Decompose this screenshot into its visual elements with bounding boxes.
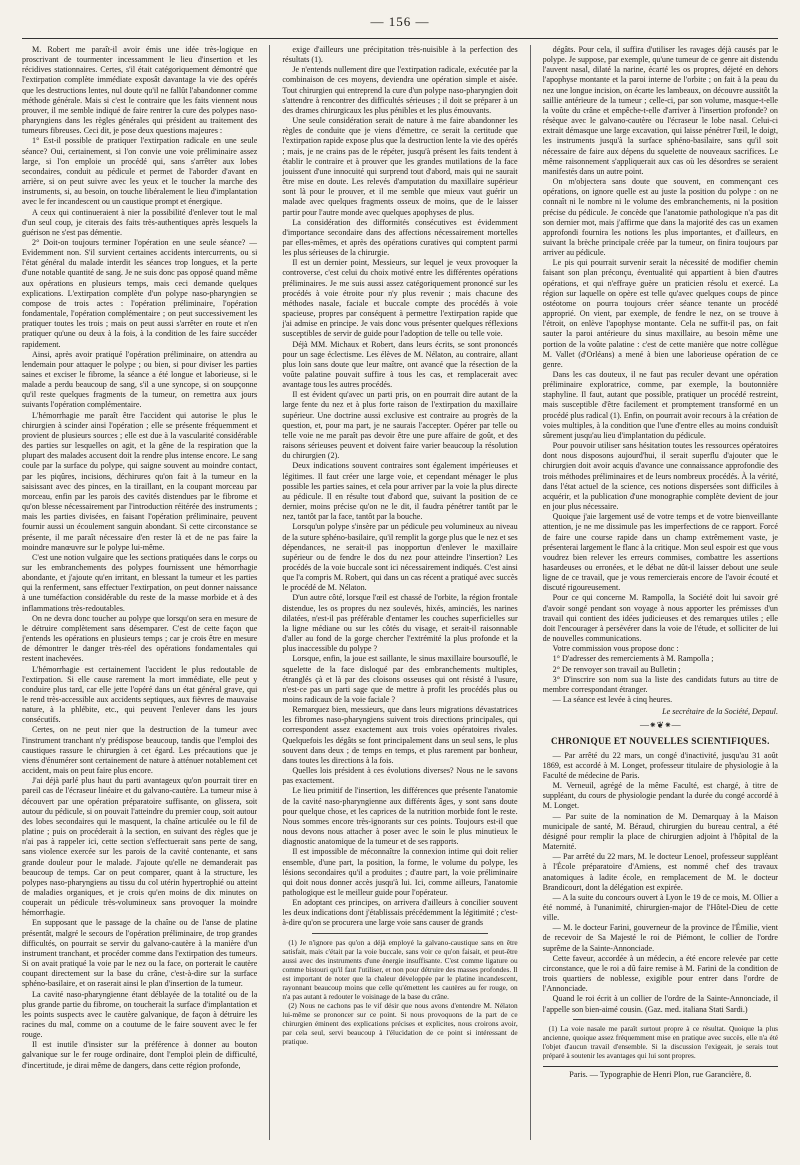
printer-imprint: Paris. — Typographie de Henri Plon, rue Garancière, 8.: [543, 1066, 778, 1080]
paragraph: En adoptant ces principes, on arrivera d'ailleurs à concilier souvent les deux indications dont j'établissais précédemment la légitimité ; c'est-à-dire qu'on se procurera une large voie sans causer de grands: [282, 898, 518, 928]
column-3-body: [543, 45, 778, 705]
paragraph: Le lieu primitif de l'insertion, les différences que présente l'anatomie de la cavité naso-pharyngienne aux différents âges, y sont sans doute pour quelque chose, et les caprices de la nutrition morbide font le reste. Nous sommes encore très-ignorants sur ces points. Toujours est-il que nous devons nous attacher à poser avec le soin le plus minutieux le diagnostic anatomique de la tumeur et de ses rapports.: [282, 786, 518, 847]
paragraph: Certes, on ne peut nier que la destruction de la tumeur avec l'instrument tranchant n'y prédispose beaucoup, tandis que l'emploi des caustiques rassure le chirurgien à cet égard. Les précautions que je viens d'énumérer sont certainement de nature à atténuer notablement cet accident, mais on peut faire plus encore.: [22, 725, 258, 776]
footnote: (1) Je n'ignore pas qu'on a déjà employé la galvano-caustique sans en être satisfait, mais c'était par la voie buccale, sans voir ce qu'on faisait, et peut-être aussi avec des instruments d'une énergie insuffisante. C'est comme ligature ou comme bistouri qu'il faut l'utiliser, et non pour détruire des masses profondes. Il est important de noter que la chaleur développée par le platine incandescent, rayonnant beaucoup moins que celle qu'émettent les cautères au fer rouge, on n'a pas autant à redouter le voisinage de la base du crâne.: [282, 937, 518, 1001]
news-item: — Par arrêté du 22 mars, M. le docteur Lenoel, professeur suppléant à l'École préparatoire d'Amiens, est nommé chef des travaux anatomiques à ladite école, en remplacement de M. le docteur Brandicourt, dont la délégation est expirée.: [542, 852, 778, 892]
paragraph: Quelles lois président à ces évolutions diverses? Nous ne le savons pas exactement.: [282, 766, 518, 786]
column-divider: [530, 45, 531, 1140]
paragraph: On ne devra donc toucher au polype que lorsqu'on sera en mesure de le détruire complètement sans désemparer. C'est de cette façon que j'entends les opérations en plusieurs temps ; car je crois être en mesure de démontrer le danger très-réel des opérations fondamentales qui restent inachevées.: [22, 613, 258, 664]
column-divider: [269, 45, 270, 1140]
paragraph: J'ai déjà parlé plus haut du parti avantageux qu'on pourrait tirer en pareil cas de l'écraseur linéaire et du galvano-cautère. La tumeur mise à découvert par une opération préparatoire suffisante, on glissera, soit autour du pédicule, si on pouvait l'atteindre du premier coup, soit autour des lobes secondaires qui le masquent, la chaîne articulée ou le fil de platine ; puis on procéderait à la section, en suivant des règles que je n'ai pas à rappeler ici, cette section s'effectuerait sans perte de sang, sans violence exercée sur les parois de la cavité contenante, et sans grande douleur pour le malade. J'ajoute qu'elle ne demanderait pas beaucoup de temps. Car on peut comparer, quant à la structure, les polypes naso-pharyngiens au tissu du col utérin hypertrophié ou atteint de maladies organiques, et je crois qu'en moins de dix minutes on couperait un pédicule très-volumineux sans provoquer la moindre hémorrhagie.: [22, 776, 258, 918]
news-item: — A la suite du concours ouvert à Lyon le 19 de ce mois, M. Ollier a été nommé, à l'unanimité, chirurgien-major de l'Hôtel-Dieu de cette ville.: [542, 892, 778, 923]
page-number: — 156 —: [370, 14, 430, 29]
paragraph: Déjà MM. Michaux et Robert, dans leurs écrits, se sont prononcés pour un sage éclectisme. Les élèves de M. Nélaton, au contraire, allant plus loin sans doute que leur maître, ont avancé que la résection de la voûte palatine pouvait suffire à tous les cas, et remplacerait avec avantage tous les autres procédés.: [282, 339, 518, 390]
news-item: — M. le docteur Farini, gouverneur de la province de l'Émilie, vient de recevoir de Sa Majesté le roi de Piémont, le collier de l'ordre suprême de la Sainte-Annonciade.: [542, 923, 778, 953]
paragraph: Je n'entends nullement dire que l'extirpation radicale, exécutée par la combinaison de ces moyens, deviendra une opération simple et aisée. Tout chirurgien qui entreprend la cure d'un polype naso-pharyngien doit s'attendre à rencontrer des difficultés sérieuses ; il doit se préparer à un des drames chirurgicaux les plus pénibles et les plus émouvants.: [282, 65, 518, 115]
paragraph: 1° Est-il possible de pratiquer l'extirpation radicale en une seule séance? Oui, certainement, si l'on convie une voie préliminaire assez large, si l'on emploie un procédé qui, sans s'arrêter aux lobes secondaires, conduit au pédicule et permet de l'aborder d'avant en arrière, si on peut suivre avec les yeux et le toucher la marche des instruments, si, au besoin, on touche libéralement le lieu d'implantation avec le fer incandescent ou un caustique prompt et énergique.: [22, 136, 258, 207]
paragraph: Le pis qui pourrait survenir serait la nécessité de modifier chemin faisant son plan préconçu, éventualité qui appartient à bien d'autres opérations, et qui n'effraye guère un praticien résolu et exercé. La région sur laquelle on opère est telle qu'avec quelques coups de pince ostéotome on pourra toujours créer séance tenante un procédé approprié. On vient, par exemple, de fendre le nez, on se trouve à l'étroit, on enlève l'apophyse montante. Cela ne suffit-il pas, on fait sauter la paroi antérieure du sinus maxillaire, au besoin même une portion de la voûte palatine : c'est de cette manière que notre collègue M. Vallet (d'Orléans) a mené à bien une laborieuse opération de ce genre.: [542, 258, 778, 369]
paragraph: La considération des difformités consécutives est évidemment d'importance secondaire dans des affections nécessairement mortelles par elles-mêmes, et après des opérations curatives qui comptent parmi les plus sérieuses de la chirurgie.: [282, 217, 518, 258]
text-columns: [22, 45, 778, 1140]
paragraph: Deux indications souvent contraires sont également impérieuses et légitimes. Il faut créer une large voie, et cependant ménager le plus possible les parties saines, et cela pour arriver par la voie la plus directe au pédicule. Il en résulte tout d'abord que, suivant la position de ce dernier, moins précise qu'on ne le dit, il faudra pénétrer tantôt par le nez, tantôt par la face, tantôt par la bouche.: [282, 461, 518, 522]
paragraph: Il est impossible de méconnaître la connexion intime qui doit relier ensemble, d'une part, la position, la forme, le volume du polype, les lésions secondaires qu'il a produites ; d'autre part, la voie préliminaire qui doit nous donner accès jusqu'à lui. Ici, comme ailleurs, l'anatomie pathologique est le meilleur guide pour l'opérateur.: [282, 847, 518, 897]
footnote-rule: [573, 1019, 748, 1020]
paragraph: L'hémorrhagie me paraît être l'accident qui autorise le plus le chirurgien à scinder ainsi l'opération ; elle se présente fréquemment et provient de plusieurs sources ; elle est due à la vascularité considérable des parties sur lesquelles on agit, et la gêne de la respiration que la plupart des malades accusent doit la rendre plus intense encore. Le sang coule par la surface du polype, qui saigne souvent au moindre contact, par les piqûres, incisions, déchirures qu'on fait à la tumeur en la saisissant avec des pinces, en la tiraillant, en la coupant morceau par morceau, enfin par les parois des cavités distendues par le fibrome et qu'on blesse nécessairement par l'introduction réitérée des instruments ; mais les parties divisées, en faisant l'opération préliminaire, peuvent fournir aussi un écoulement sanguin abondant. Si cette circonstance se présente, il me paraît nécessaire d'en rester là et de ne pas faire la moindre manœuvre sur le polype lui-même.: [22, 410, 258, 552]
paragraph: L'hémorrhagie est certainement l'accident le plus redoutable de l'extirpation. Si elle cause rarement la mort immédiate, elle peut y conduire plus tard, car elle jette l'opéré dans un état général grave, qui le rend très-accessible aux accidents septiques, aux fièvres de mauvaise nature, à la phlébite, etc., qui peuvent l'enlever dans les jours consécutifs.: [22, 664, 258, 725]
paragraph: Lorsqu'un polype s'insère par un pédicule peu volumineux au niveau de la suture sphéno-basilaire, qu'il remplit la gorge plus que le nez et ses dépendances, ne serait-il pas inopportun d'enlever le maxillaire supérieur ou de fendre le dos du nez pour atteindre l'insertion? Les procédés de la voie buccale sont ici nécessairement indiqués. C'est ainsi que l'a compris M. Robert, qui dans un cas récent a pratiqué avec succès le procédé de M. Nélaton.: [282, 522, 518, 593]
paragraph: 2° Doit-on toujours terminer l'opération en une seule séance? — Evidemment non. S'il survient certaines accidents intercurrents, ou si l'état général du malade interdit les séances trop longues, et la perte d'une notable quantité de sang. Je ne suis donc pas opposé quand même aux opérations en plusieurs temps, mais ceci demande quelques explications. L'extirpation complète d'un polype naso-pharyngien se compose de trois actes : l'opération préliminaire, l'opération fondamentale, l'opération complémentaire ; on peut successivement les pratiquer toutes les trois ; mais on peut aussi s'arrêter en route et n'en pratiquer qu'une ou deux à la fois, à la condition de les faire succéder rapidement.: [22, 237, 258, 349]
paragraph: 1° D'adresser des remerciements à M. Rampolla ;: [552, 654, 714, 664]
paragraph: Quoique j'aie largement usé de votre temps et de votre bienveillante attention, je ne me dissimule pas les imperfections de ce rapport. Forcé de faire une course rapide dans un champ extrêmement vaste, je présenterai largement le flanc à la critique. Mon seul espoir est que vous voudrez bien relever les erreurs commises, combattre les assertions hasardeuses ou erronées, et le débat ne dût-il laisser debout une seule ligne de ce travail, que je vous remercierais encore de l'avoir écouté et discuté rigoureusement.: [542, 512, 778, 593]
paragraph: A ceux qui continueraient à nier la possibilité d'enlever tout le mal d'un seul coup, je citerais des faits très-authentiques après lesquels la guérison ne s'est pas démentie.: [22, 207, 258, 237]
column-3-footnotes: [543, 1024, 778, 1060]
news-item: Quand le roi écrit à un collier de l'ordre de la Sainte-Annonciade, il l'appelle son bien-aimé cousin. (Gaz. med. italiana Stati Sardi.): [542, 994, 778, 1014]
paragraph: Il est évident qu'avec un parti pris, on en pourrait dire autant de la large fente du nez et à plus forte raison de l'extirpation du maxillaire supérieur. Une doctrine aussi exclusive est contraire au progrès de la question, et, pour ma part, je ne saurais l'accepter. Opérer par telle ou telle voie ne me paraît pas devoir être une pure affaire de goût, et des raisons sérieuses peuvent et doivent faire varier beaucoup la résolution du chirurgien (2).: [282, 390, 518, 461]
column-2-body: [282, 45, 517, 929]
news-item: — Par arrêté du 22 mars, un congé d'inactivité, jusqu'au 31 août 1869, est accordé à M. Longet, professeur titulaire de physiologie à la Faculté de médecine de Paris.: [542, 750, 778, 780]
paragraph: M. Robert me paraît-il avoir émis une idée très-logique en proscrivant de tourmenter incessamment le lieu d'insertion et les récidives stationnaires. Certes, s'il était catégoriquement démontré que l'extirpation complète immédiate exposât davantage la vie des opérés que les destructions lentes, nul doute qu'il ne fallût l'abandonner comme méthode générale. Mais si c'est le contraire que les faits viennent nous prouver, il me semble indiqué de faire rentrer la cure des polypes naso-pharyngiens dans les règles générales qui président au traitement des tumeurs fibreuses. Ceci dit, je pose deux questions majeures :: [22, 45, 258, 136]
column-2-footnotes: [282, 938, 517, 1046]
paragraph: D'un autre côté, lorsque l'œil est chassé de l'orbite, la région frontale distendue, les os propres du nez soulevés, hixés, aminciés, les narines dilatées, n'est-il pas préférable d'entamer les couches superficielles sur la ligne médiane ou sur les côtés du visage, et serait-il raisonnable d'aller au fond de la gorge chercher l'extrémité la plus profonde et la plus inaccessible du polype ?: [282, 593, 518, 654]
news-item: Cette faveur, accordée à un médecin, a été encore relevée par cette circonstance, que le roi a dû faire remise à M. Farini de la condition de trois quartiers de noblesse, exigible pour entrer dans l'ordre de l'Annonciade.: [542, 953, 778, 994]
paragraph: Dans les cas douteux, il ne faut pas reculer devant une opération préliminaire exploratrice, comme, par exemple, la boutonnière staphyline. Il faut, autant que possible, pratiquer un procédé restreint, mais susceptible d'être facilement et promptement transformé en un procédé plus radical (1). Enfin, on pourrait avoir recours à la création de voies multiples, à la condition que l'une d'entre elles au moins conduisît sûrement jusqu'au lieu d'implantation du pédicule.: [542, 370, 778, 440]
paragraph: Pour ce qui concerne M. Rampolla, la Société doit lui savoir gré d'avoir songé pendant son voyage à nous apporter les prémisses d'un travail qui contient des idées judicieuses et des remarques utiles ; elle doit l'encourager à persévérer dans la voie de l'étude, et solliciter de lui de nouvelles communications.: [542, 593, 778, 644]
paragraph: Il est inutile d'insister sur la préférence à donner au bouton galvanique sur le fer rouge ordinaire, dont l'emploi plein de difficulté, d'incertitude, je dirai même de dangers, dans cette région profonde,: [22, 1040, 258, 1070]
paragraph: La cavité naso-pharyngienne étant déblayée de la totalité ou de la plus grande partie du fibrome, on toucherait la surface d'implantation et les points suspects avec le cautère galvanique, de façon à détruire les racines du mal, comme on a coutume de le faire souvent avec le fer rouge.: [22, 989, 258, 1040]
paragraph: dégâts. Pour cela, il suffira d'utiliser les ravages déjà causés par le polype. Je suppose, par exemple, qu'une tumeur de ce genre ait distendu l'auvent nasal, dilaté la narine, écarté les os propres, déjeté en dehors l'apophyse montante et la paroi interne de l'orbite ; on fait à la peau du nez une longue incision, on écarte les lambeaux, on découvre aussitôt la saillie antérieure de la tumeur ; celle-ci, par son volume, masque-t-elle la voûte du crâne et empêche-t-elle d'arriver à l'insertion profonde? on résèque avec le galvano-cautère ou l'écraseur le lobe nasal. Celui-ci extrait démasque une large excavation, qui laisse pénétrer l'œil, le doigt, les instruments jusqu'à la surface sphéno-basilaire, sans qu'il soit nécessaire de faire aux dépens du squelette de nouveaux sacrifices. Le même raisonnement s'appliquerait aux cas où les désordres se seraient manifestés dans un autre point.: [542, 45, 778, 176]
column-1: [22, 45, 257, 1140]
paragraph: Une seule considération serait de nature à me faire abandonner les règles de conduite que je viens d'émettre, ce serait la certitude que l'extirpation rapide expose plus que la destruction lente la vie des opérés ; mais, je ne crains pas de le répéter, jusqu'à présent les faits tendent à établir le contraire et à prouver que les grandes mutilations de la face jouissent d'une innocuité qui surprend tout d'abord, mais qui ne saurait être mise en doute. Les relevés d'amputation du maxillaire supérieur sont là pour le prouver, et il me semble que mieux vaut guérir un malade avec quelques fragments osseux de moins, que de le laisser partir pour l'autre monde avec quelques apophyses de plus.: [282, 116, 518, 217]
paragraph: exige d'ailleurs une précipitation très-nuisible à la perfection des résultats (1).: [282, 45, 518, 65]
paragraph: Ainsi, après avoir pratiqué l'opération préliminaire, on attendra au lendemain pour attaquer le polype ; ou bien, si pour diviser les parties saines et exciser le fibrome, la séance a été longue et laborieuse, si le malade a perdu beaucoup de sang, s'il a une syncope, si on soupçonne qu'il reste quelques fragments de la tumeur, on remettra aux jours suivants l'opération complémentaire.: [22, 349, 258, 410]
news-item: M. Verneuil, agrégé de la même Faculté, est chargé, à titre de suppléant, du cours de physiologie pendant la durée du congé accordé à M. Longet.: [542, 781, 778, 811]
paragraph: Pour pouvoir utiliser sans hésitation toutes les ressources opératoires dont nous disposons aujourd'hui, il serait superflu d'ajouter que le chirurgien doit avoir acquis d'avance une connaissance approfondie des trois méthodes préliminaires et de leurs nombreux procédés. À la vérité, dans l'état actuel de la science, ces notions dispersées sont difficiles à acquérir, et la publication d'une monographie complète devient de jour en jour plus nécessaire.: [542, 441, 778, 512]
paragraph: 2° De renvoyer son travail au Bulletin ;: [552, 664, 681, 674]
column-2: [282, 45, 517, 1140]
paragraph: Remarquez bien, messieurs, que dans leurs migrations dévastatrices les fibromes naso-pharyngiens suivent trois directions principales, qui correspondent assez exactement aux trois voies opératoires rivales. Quelquefois les dégâts se font principalement dans un seul sens, le plus souvent dans deux ; de temps en temps, et plus rarement par bonheur, dans toutes les directions à la fois.: [282, 705, 518, 765]
paragraph: — La séance est levée à cinq heures.: [552, 695, 673, 704]
paragraph: C'est une notion vulgaire que les sections pratiquées dans le corps ou sur les embranchements des polypes fournissent une hémorrhagie abondante, et j'ajoute qu'en irritant, en blessant la tumeur et les parties qui la renferment, sans effectuer l'extirpation, on peut donner naissance à une tuméfaction considérable du reste de la masse morbide et à des inflammations très-redoutables.: [22, 552, 258, 613]
paragraph: Lorsque, enfin, la joue est saillante, le sinus maxillaire boursouflé, le squelette de la face disloqué par des embranchements multiples, étranglés çà et là par des cloisons osseuses qui ont résisté à l'usure, n'est-ce pas un parti sage que de mettre à profit les procédés plus ou moins radicaux de la voie faciale ?: [282, 654, 518, 704]
paragraph: En supposant que le passage de la chaîne ou de l'anse de platine présentât, malgré le secours de l'opération préliminaire, de trop grandes difficultés, on pourrait se servir du galvano-cautère à la manière d'un instrument tranchant, et procéder comme dans l'extirpation des tumeurs. Si on avait pratiqué la voie par le nez ou la face, on porterait le cautère coupant directement sur la base du crâne, c'est-à-dire sur la surface sphéno-basilaire, et on raserait ainsi le plan d'insertion de la tumeur.: [22, 918, 258, 989]
footnote-rule: [312, 933, 487, 934]
section-ornament: —⁕❦⁕—: [640, 720, 681, 731]
header-rule: [22, 38, 778, 39]
footnote: (1) La voie nasale me paraît surtout propre à ce résultat. Quoique la plus ancienne, quoique assez fréquemment mise en pratique avec succès, elle n'a été l'objet d'aucun travail d'ensemble. Si la discussion l'exigeait, je serais tout préparé à soutenir les avantages qui lui sont propres.: [542, 1023, 778, 1060]
chronicle-heading: CHRONIQUE ET NOUVELLES SCIENTIFIQUES.: [550, 736, 770, 747]
chronicle-body: [543, 751, 778, 1015]
column-3: [543, 45, 778, 1140]
secretary-signature: Le secrétaire de la Société, Depaul.: [662, 707, 778, 717]
paragraph: 3° D'inscrire son nom sua la liste des candidats futurs au titre de membre correspondant étranger.: [542, 674, 778, 694]
footnote: (2) Nous ne cachons pas le vif désir que nous avons d'entendre M. Nélaton lui-même se prononcer sur ce point. Si nous provoquons de la part de ce chirurgien éminent des explications précises et explicites, nous croirons avoir, par cela seul, servi beaucoup à l'élucidation de ce point si intéressant de pratique.: [282, 1000, 518, 1046]
paragraph: Il est un dernier point, Messieurs, sur lequel je veux provoquer la controverse, c'est celui du choix motivé entre les différentes opérations préliminaires. Je me suis aussi assez catégoriquement prononcé sur les procédés à voie étroite pour n'y plus revenir ; mais chacune des méthodes nasale, faciale et buccale compte des procédés à voie spacieuse, propres par conséquent à permettre l'extirpation rapide que j'ai admise en principe. Je vais donc vous présenter quelques réflexions susceptibles de servir de guide pour l'adoption de telle ou telle voie.: [282, 258, 518, 339]
paragraph: On m'objectera sans doute que souvent, en commençant ces opérations, on ignore quelle est au juste la position du polype : on ne connaît ni le nombre ni le volume des embranchements, ni la position précise du pédicule. Je concède que l'anatomie pathologique n'a pas dit son dernier mot, mais j'affirme que dans la majorité des cas un examen approfondi fournira les notions les plus importantes, et d'ailleurs, en suivant la brèche principale créée par la tumeur, on finira toujours par arriver au pédicule.: [542, 177, 778, 258]
paragraph: Votre commission vous propose donc :: [552, 644, 679, 654]
news-item: — Par suite de la nomination de M. Demarquay à la Maison municipale de santé, M. Béraud, chirurgien du bureau central, a été désigné pour remplir la place de chirurgien adjoint à l'hôpital de la Maternité.: [542, 811, 778, 852]
